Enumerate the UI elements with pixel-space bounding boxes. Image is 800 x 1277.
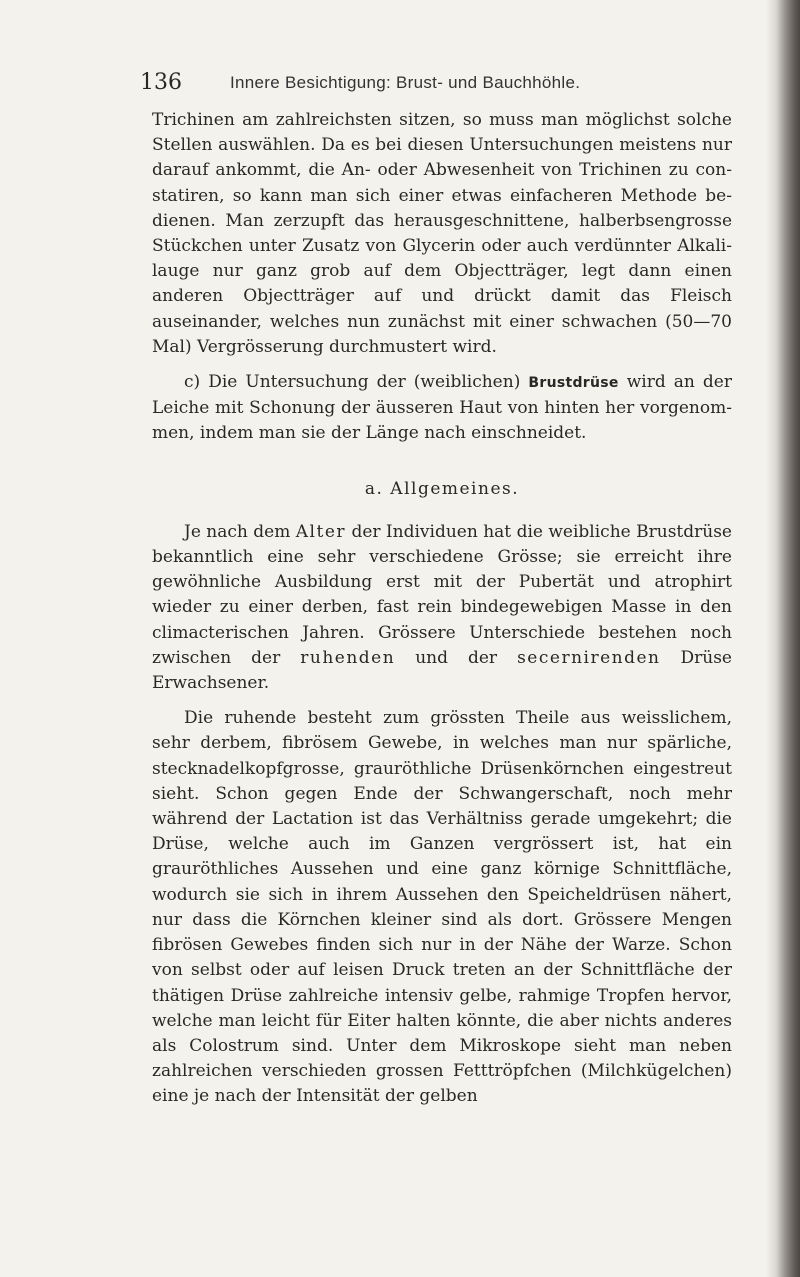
running-head: Innere Besichtigung: Brust- und Bauchhöhle. [230,73,581,92]
paragraph-alter [152,520,732,696]
section-heading: a. Allgemeines. [364,478,520,499]
paragraph-text: wird an der Leiche mit Schonung der äusseren Haut von hinten her vorgenommen, indem man sie der Länge nach einschneidet. [152,372,732,444]
term-secernirenden: secernirenden [517,647,661,668]
paragraph-text: und der [395,647,518,668]
page-binding-edge [766,0,800,1277]
page-header [140,70,740,100]
paragraph-text: c) Die Untersuchung der (weiblichen) [184,372,529,393]
term-alter: Alter [295,521,347,542]
paragraph-text: Je nach dem [184,521,296,542]
paragraph-brustdruese [152,370,732,447]
paragraph-text: Drüse Erwachsener. [152,647,732,694]
term-brustdruese: Brustdrüse [528,375,619,392]
paragraph-trichinen: Trichinen am zahlreichsten sitzen, so muss man möglichst solche Stellen auswählen. Da es bei diesen Untersuchungen meistens nur darauf ankommt, die An- oder Abwesenheit von Trichinen zu constatiren, so kann man sich einer etwas einfacheren Methode bedienen. Man zerzupft das herausgeschnittene, halberbsengrosse Stückchen unter Zusatz von Glycerin oder auch verdünnter Alkalilauge nur ganz grob auf dem Objectträger, legt dann einen anderen Objectträger auf und drückt damit das Fleisch auseinander, welches nun zunächst mit einer schwachen (50—70 Mal) Vergrösserung durchmustert wird. [152,110,732,357]
paragraph-text: der Individuen hat die weibliche Brustdrüse bekanntlich eine sehr verschiedene Grösse; sie erreicht ihre gewöhnliche Ausbildung erst mit der Pubertät und atrophirt wieder zu einer derben, fast rein bindegewebigen Masse in den climacterischen Jahren. Grössere Unterschiede bestehen noch zwischen der [152,521,732,668]
paragraph-ruhende: Die ruhende besteht zum grössten Theile aus weisslichem, sehr derbem, fibrösem Gewebe, in welches man nur spärliche, stecknadelkopfgrosse, grauröthliche Drüsenkörnchen eingestreut sieht. Schon gegen Ende der Schwangerschaft, noch mehr während der Lactation ist das Verhältniss gerade umgekehrt; die Drüse, welche auch im Ganzen vergrössert ist, hat ein grauröthliches Aussehen und eine ganz körnige Schnittfläche, wodurch sie sich in ihrem Aussehen den Speicheldrüsen nähert, nur dass die Körnchen kleiner sind als dort. Grössere Mengen fibrösen Gewebes finden sich nur in der Nähe der Warze. Schon von selbst oder auf leisen Druck treten an der Schnittfläche der thätigen Drüse zahlreiche intensiv gelbe, rahmige Tropfen hervor, welche man leicht für Eiter halten könnte, die aber nichts anderes als Colostrum sind. Unter dem Mikroskope sieht man neben zahlreichen verschieden grossen Fetttröpfchen (Milchkügelchen) eine je nach der Intensität der gelben [152,708,732,1107]
page-number: 136 [140,70,182,95]
term-ruhenden: ruhenden [300,647,396,668]
body-text [152,108,732,1110]
